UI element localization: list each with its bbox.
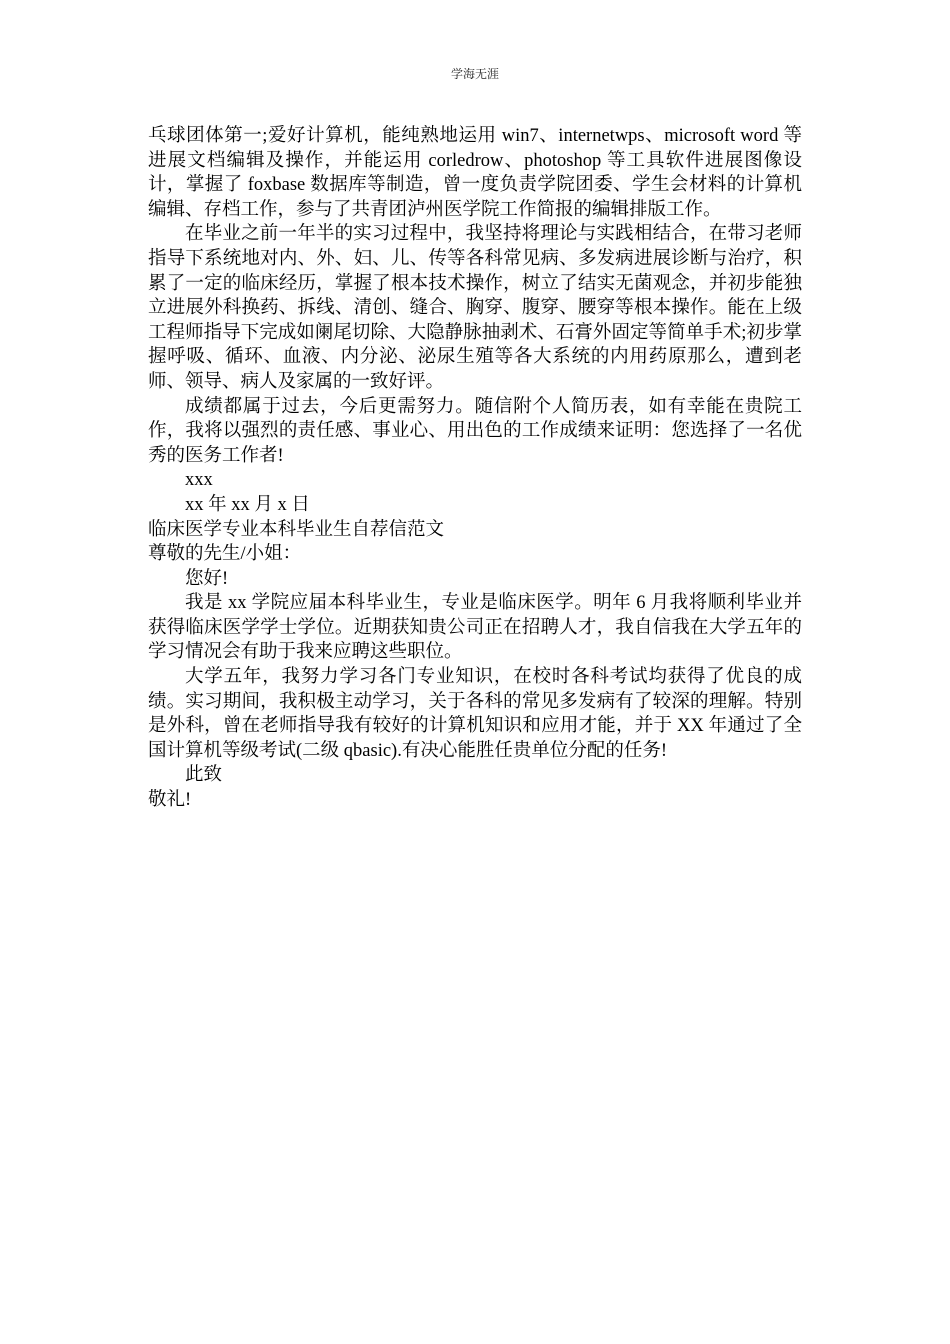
signature-name: xxx xyxy=(185,470,213,491)
page-header: 学海无涯 xyxy=(450,67,499,81)
paragraph-introduction: 我是 xx 学院应届本科毕业生，专业是临床医学。明年 6 月我将顺利毕业并获得临床医学学士学位。近期获知贵公司正在招聘人才，我自信我在大学五年的学习情况会有助于我来应聘这些职位。 xyxy=(148,593,802,663)
paragraph-internship: 在毕业之前一年半的实习过程中，我坚持将理论与实践相结合，在带习老师指导下系统地对内、外、妇、儿、传等各科常见病、多发病进展诊断与治疗，积累了一定的临床经历，掌握了根本技术操作，树立了结实无菌观念，并初步能独立进展外科换药、拆线、清创、缝合、胸穿、腹穿、腰穿等根本操作。能在上级工程师指导下完成如阑尾切除、大隐静脉抽剥术、石膏外固定等简单手术;初步掌握呼吸、循环、血液、内分泌、泌尿生殖等各大系统的内用药原那么，遭到老师、领导、病人及家属的一致好评。 xyxy=(148,224,802,392)
salutation: 尊敬的先生/小姐： xyxy=(148,544,302,565)
paragraph-closing: 成绩都属于过去，今后更需努力。随信附个人简历表，如有幸能在贵院工作，我将以强烈的责任感、事业心、用出色的工作成绩来证明：您选择了一名优秀的医务工作者! xyxy=(148,396,802,466)
paragraph-study: 大学五年，我努力学习各门专业知识，在校时各科考试均获得了优良的成绩。实习期间，我积极主动学习，关于各科的常见多发病有了较深的理解。特别是外科，曾在老师指导我有较好的计算机知识和应用才能，并于 XX 年通过了全国计算机等级考试(二级 qbasic).有决心能胜任贵单位分配的任务! xyxy=(148,667,802,761)
greeting: 您好! xyxy=(185,568,229,589)
signature-date: xx 年 xx 月 x 日 xyxy=(185,494,310,515)
paragraph-skills: 乓球团体第一;爱好计算机，能纯熟地运用 win7、internetwps、microsoft word 等进展文档编辑及操作，并能运用 corledrow、photoshop 等工具软件进展图像设计，掌握了 foxbase 数据库等制造，曾一度负责学院团委、学生会材料的计算机编辑、存档工作，参与了共青团泸州医学院工作简报的编辑排版工作。 xyxy=(148,126,802,220)
closing-phrase: 此致 xyxy=(185,765,223,786)
letter-body xyxy=(148,124,802,813)
section-title: 临床医学专业本科毕业生自荐信范文 xyxy=(148,519,445,540)
closing-salute: 敬礼! xyxy=(148,790,192,811)
